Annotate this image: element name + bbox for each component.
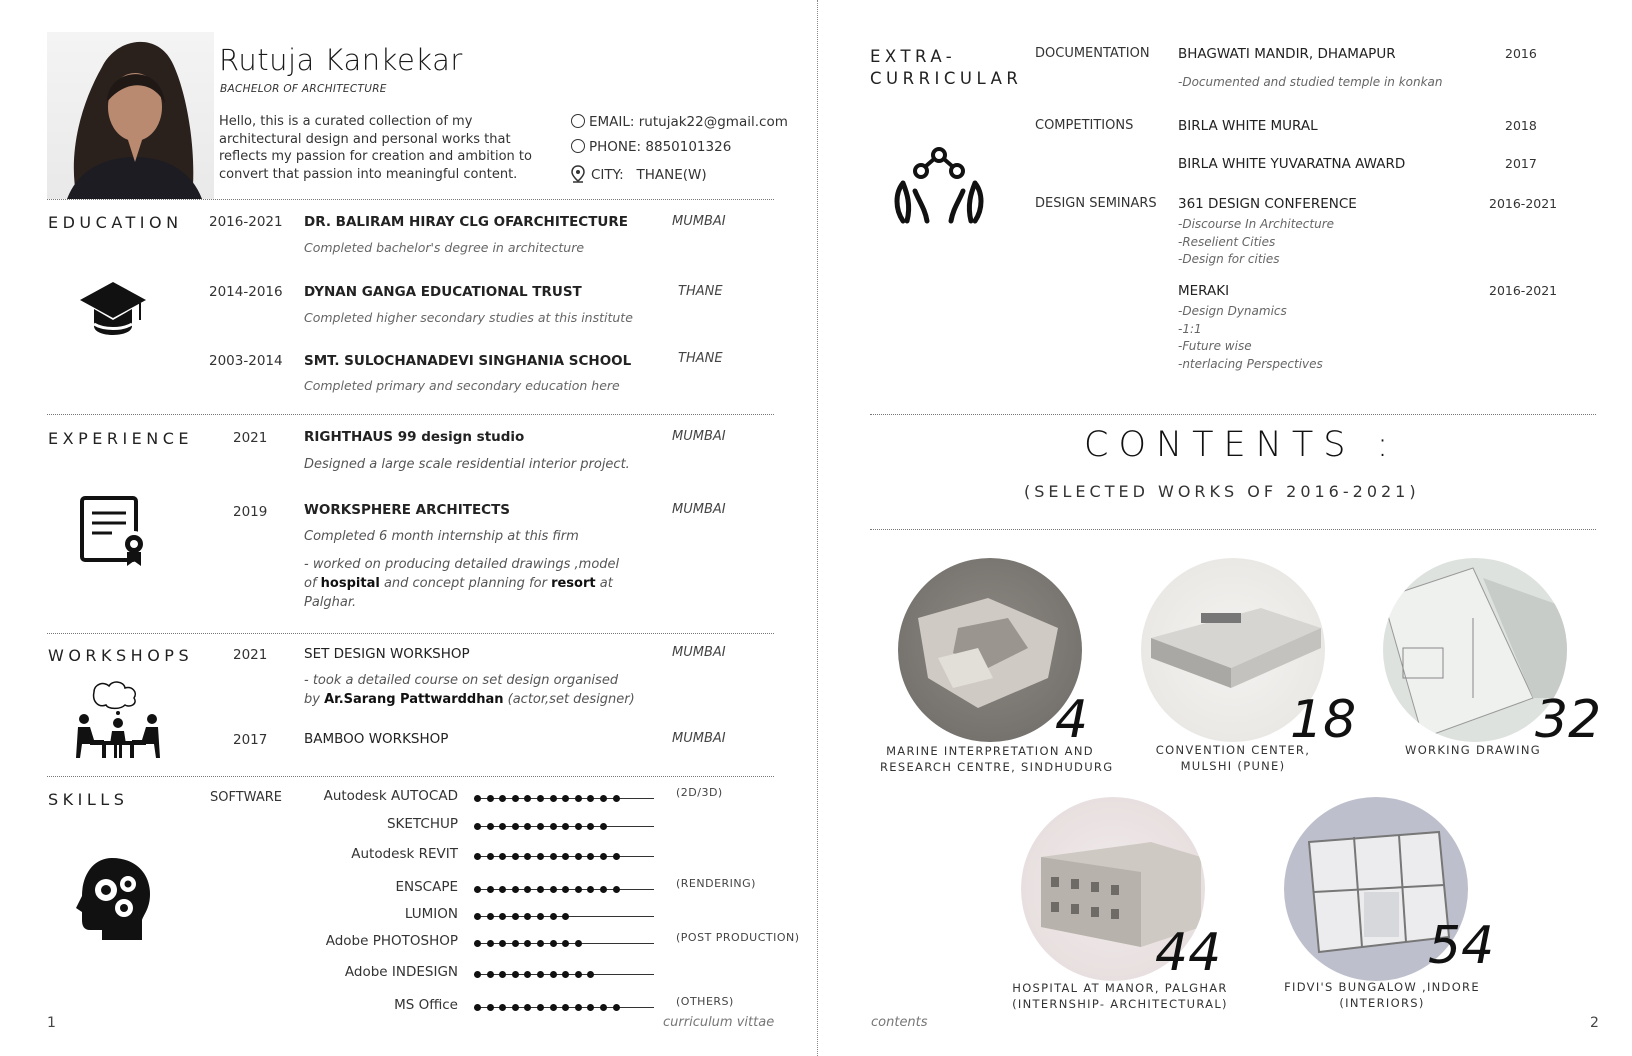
page-fold [817, 0, 818, 1056]
skill-level-dot [562, 886, 569, 893]
skill-name: Autodesk AUTOCAD [323, 788, 458, 804]
phone-text: PHONE: 8850101326 [589, 139, 732, 155]
divider [47, 776, 774, 777]
extra-item-name: BIRLA WHITE YUVARATNA AWARD [1178, 156, 1406, 172]
experience-firm: RIGHTHAUS 99 design studio [304, 429, 525, 445]
skill-level-dot [474, 1004, 481, 1011]
education-years: 2003-2014 [209, 353, 283, 369]
skill-level-dot [537, 1004, 544, 1011]
skill-name: Adobe INDESIGN [344, 964, 458, 980]
skill-level-dot [550, 940, 557, 947]
skill-level-dot [487, 940, 494, 947]
extra-item-detail: -nterlacing Perspectives [1178, 356, 1323, 371]
skill-level-dot [613, 886, 620, 893]
city-label: CITY: [591, 167, 624, 183]
workshop-city: MUMBAI [672, 645, 726, 660]
skill-level-dot [512, 795, 519, 802]
skill-level-bar [474, 884, 654, 894]
skill-level-dot [575, 940, 582, 947]
extra-item-name: MERAKI [1178, 283, 1230, 299]
extra-category: DOCUMENTATION [1035, 46, 1150, 61]
extra-item-detail: -1:1 [1178, 321, 1202, 336]
skill-level-dot [499, 913, 506, 920]
experience-city: MUMBAI [672, 429, 726, 444]
skill-level-dot [487, 823, 494, 830]
skill-level-dot [537, 853, 544, 860]
workshop-name: SET DESIGN WORKSHOP [304, 646, 470, 662]
skill-level-dot [524, 823, 531, 830]
skill-level-dot [512, 913, 519, 920]
skill-level-dot [512, 886, 519, 893]
skill-level-dot [524, 795, 531, 802]
extra-item-name: 361 DESIGN CONFERENCE [1178, 196, 1357, 212]
education-desc: Completed higher secondary studies at this institute [304, 310, 633, 325]
extra-heading-line2: CURRICULAR [870, 69, 1023, 88]
skill-level-dot [600, 795, 607, 802]
skill-level-dot [474, 971, 481, 978]
email-line [571, 114, 788, 130]
skill-level-bar [474, 1002, 654, 1012]
skill-level-dot [562, 823, 569, 830]
skill-level-dot [512, 1004, 519, 1011]
experience-detail: - worked on producing detailed drawings ,model [304, 557, 620, 572]
divider [870, 529, 1596, 530]
hands-network-icon [893, 147, 985, 227]
skill-level-dot [487, 886, 494, 893]
extra-item-detail: -Documented and studied temple in konkan [1178, 75, 1443, 89]
skill-level-dot [537, 886, 544, 893]
skill-level-dot [600, 1004, 607, 1011]
skill-name: SKETCHUP [386, 816, 458, 832]
profile-name: Rutuja Kankekar [219, 43, 463, 77]
skill-level-dot [575, 886, 582, 893]
extra-item-year: 2017 [1505, 156, 1537, 171]
divider [47, 199, 774, 200]
divider [47, 633, 774, 634]
skills-heading: SKILLS [48, 790, 129, 809]
extra-item-name: BHAGWATI MANDIR, DHAMAPUR [1178, 46, 1396, 62]
experience-firm: WORKSPHERE ARCHITECTS [304, 502, 511, 518]
work-caption: MARINE INTERPRETATION AND RESEARCH CENTRE, SINDHUDURG [880, 744, 1114, 774]
skill-level-dot [600, 853, 607, 860]
skill-level-dot [499, 795, 506, 802]
experience-desc: Completed 6 month internship at this firm [304, 529, 579, 544]
skill-level-bar [474, 938, 654, 948]
skill-level-dot [575, 971, 582, 978]
skill-level-dot [512, 823, 519, 830]
skill-level-dot [562, 1004, 569, 1011]
extra-item-detail: -Reselient Cities [1178, 234, 1276, 249]
education-school: SMT. SULOCHANADEVI SINGHANIA SCHOOL [304, 353, 632, 369]
skill-level-dot [550, 1004, 557, 1011]
divider [47, 414, 774, 415]
skill-level-dot [600, 823, 607, 830]
email-text: EMAIL: rutujak22@gmail.com [589, 114, 788, 130]
work-caption: CONVENTION CENTER, MULSHI (PUNE) [1155, 743, 1311, 773]
work-page-number: 32 [1535, 690, 1602, 750]
skill-note: (OTHERS) [676, 995, 734, 1008]
skill-level-dot [587, 1004, 594, 1011]
extra-item-year: 2016-2021 [1489, 283, 1558, 298]
skill-level-dot [487, 1004, 494, 1011]
skill-level-dot [474, 795, 481, 802]
city-line [571, 165, 707, 183]
skill-level-dot [512, 971, 519, 978]
extra-item-year: 2018 [1505, 118, 1537, 133]
skill-level-dot [550, 795, 557, 802]
skill-level-dot [512, 853, 519, 860]
extra-category: COMPETITIONS [1035, 118, 1134, 133]
experience-detail: of hospital and concept planning for resort at [304, 576, 613, 591]
skill-level-dot [537, 940, 544, 947]
extra-item-detail: -Future wise [1178, 339, 1252, 353]
skill-level-dot [499, 1004, 506, 1011]
extra-item-detail: -Discourse In Architecture [1178, 217, 1335, 231]
skill-level-dot [524, 1004, 531, 1011]
skill-level-dot [499, 940, 506, 947]
skill-level-dot [474, 913, 481, 920]
skill-level-dot [524, 940, 531, 947]
extra-item-year: 2016 [1505, 46, 1537, 61]
experience-detail: Palghar. [304, 595, 357, 610]
experience-heading: EXPERIENCE [48, 429, 194, 448]
education-heading: EDUCATION [48, 213, 183, 232]
extra-item-year: 2016-2021 [1489, 196, 1558, 211]
skill-level-dot [537, 823, 544, 830]
experience-city: MUMBAI [672, 502, 726, 517]
work-page-number: 18 [1290, 690, 1357, 750]
skill-level-dot [587, 971, 594, 978]
skill-level-bar [474, 793, 654, 803]
skill-level-dot [550, 886, 557, 893]
skill-level-dot [575, 853, 582, 860]
profile-intro: Hello, this is a curated collection of my architectural design and personal works that reflects my passion for creation and ambition to convert that passion into meaningful content. [219, 114, 532, 182]
skill-note: (2D/3D) [676, 786, 723, 799]
skill-level-dot [474, 823, 481, 830]
skill-level-dot [524, 913, 531, 920]
education-city: THANE [678, 351, 723, 366]
education-city: THANE [678, 284, 723, 299]
skill-level-dot [562, 971, 569, 978]
experience-desc: Designed a large scale residential interior project. [304, 457, 630, 472]
education-years: 2016-2021 [209, 214, 283, 230]
skill-level-dot [487, 853, 494, 860]
email-icon [571, 114, 585, 128]
skill-level-dot [587, 853, 594, 860]
skill-level-dot [575, 795, 582, 802]
workshop-city: MUMBAI [672, 731, 726, 746]
phone-line [571, 139, 731, 155]
work-caption: FIDVI'S BUNGALOW ,INDORE (INTERIORS) [1284, 980, 1480, 1010]
skill-note: (RENDERING) [676, 877, 756, 890]
certificate-icon [80, 496, 150, 570]
location-pin-icon [571, 165, 585, 183]
skill-level-dot [587, 823, 594, 830]
footer-label-left: curriculum vittae [663, 1015, 775, 1030]
skill-level-dot [587, 795, 594, 802]
education-years: 2014-2016 [209, 284, 283, 300]
skill-name: ENSCAPE [395, 879, 458, 895]
profile-degree: BACHELOR OF ARCHITECTURE [220, 83, 387, 95]
skill-level-dot [562, 853, 569, 860]
contents-title: CONTENTS : [1084, 425, 1399, 465]
contents-subtitle: (SELECTED WORKS OF 2016-2021) [1024, 482, 1420, 501]
workshops-heading: WORKSHOPS [48, 646, 194, 665]
skill-level-dot [524, 971, 531, 978]
skill-level-dot [562, 913, 569, 920]
skill-level-dot [550, 971, 557, 978]
work-page-number: 4 [1055, 690, 1089, 750]
graduation-cap-icon [80, 282, 146, 342]
skill-level-dot [524, 886, 531, 893]
education-desc: Completed bachelor's degree in architecture [304, 240, 585, 255]
skill-level-dot [537, 971, 544, 978]
skill-name: MS Office [394, 997, 458, 1013]
extra-item-name: BIRLA WHITE MURAL [1178, 118, 1318, 134]
skill-level-dot [524, 853, 531, 860]
skill-level-bar [474, 821, 654, 831]
workshop-desc: by Ar.Sarang Pattwarddhan (actor,set designer) [304, 692, 635, 707]
skill-level-dot [613, 853, 620, 860]
work-page-number: 44 [1155, 923, 1222, 983]
page-number-right: 2 [1590, 1015, 1599, 1031]
extra-heading-line1: EXTRA- [870, 47, 957, 66]
work-caption: WORKING DRAWING [1405, 743, 1541, 757]
experience-year: 2019 [233, 504, 268, 520]
workshop-desc: - took a detailed course on set design organised [304, 673, 619, 688]
city-value: THANE(W) [636, 167, 707, 183]
skill-level-dot [474, 886, 481, 893]
skill-level-dot [587, 886, 594, 893]
extra-category: DESIGN SEMINARS [1035, 196, 1157, 211]
skill-level-dot [575, 823, 582, 830]
footer-label-right: contents [871, 1015, 928, 1030]
education-school: DR. BALIRAM HIRAY CLG OFARCHITECTURE [304, 214, 629, 230]
skill-level-dot [562, 940, 569, 947]
page-number-left: 1 [47, 1015, 56, 1031]
work-caption: HOSPITAL AT MANOR, PALGHAR (INTERNSHIP- ARCHITECTURAL) [1012, 981, 1228, 1011]
skill-level-dot [487, 913, 494, 920]
skill-level-dot [487, 795, 494, 802]
skill-level-dot [474, 853, 481, 860]
skill-level-bar [474, 969, 654, 979]
workshop-name: BAMBOO WORKSHOP [304, 731, 449, 747]
skill-level-dot [512, 940, 519, 947]
work-page-number: 54 [1428, 916, 1495, 976]
skill-level-bar [474, 911, 654, 921]
education-school: DYNAN GANGA EDUCATIONAL TRUST [304, 284, 582, 300]
phone-icon [571, 139, 585, 153]
skill-level-dot [550, 913, 557, 920]
education-city: MUMBAI [672, 214, 726, 229]
extra-item-detail: -Design for cities [1178, 252, 1280, 266]
extra-item-detail: -Design Dynamics [1178, 304, 1287, 318]
skills-category: SOFTWARE [210, 790, 282, 805]
skill-level-dot [499, 823, 506, 830]
head-gears-icon [74, 856, 152, 942]
skill-level-dot [487, 971, 494, 978]
experience-year: 2021 [233, 430, 268, 446]
profile-photo [47, 32, 214, 199]
skill-level-dot [613, 795, 620, 802]
skill-name: Adobe PHOTOSHOP [325, 933, 458, 949]
skill-level-dot [575, 1004, 582, 1011]
skill-name: Autodesk REVIT [351, 846, 458, 862]
meeting-icon [72, 678, 164, 760]
skill-level-dot [550, 853, 557, 860]
skill-note: (POST PRODUCTION) [676, 931, 800, 944]
skill-level-dot [499, 886, 506, 893]
skill-level-dot [550, 823, 557, 830]
skill-level-dot [613, 1004, 620, 1011]
skill-level-bar [474, 851, 654, 861]
skill-level-dot [537, 913, 544, 920]
skill-level-dot [600, 886, 607, 893]
skill-name: LUMION [404, 906, 458, 922]
divider [870, 414, 1596, 415]
workshop-year: 2021 [233, 647, 268, 663]
skill-level-dot [474, 940, 481, 947]
skill-level-dot [499, 971, 506, 978]
skill-level-dot [537, 795, 544, 802]
education-desc: Completed primary and secondary education here [304, 378, 620, 393]
workshop-year: 2017 [233, 732, 268, 748]
skill-level-dot [562, 795, 569, 802]
skill-level-dot [499, 853, 506, 860]
